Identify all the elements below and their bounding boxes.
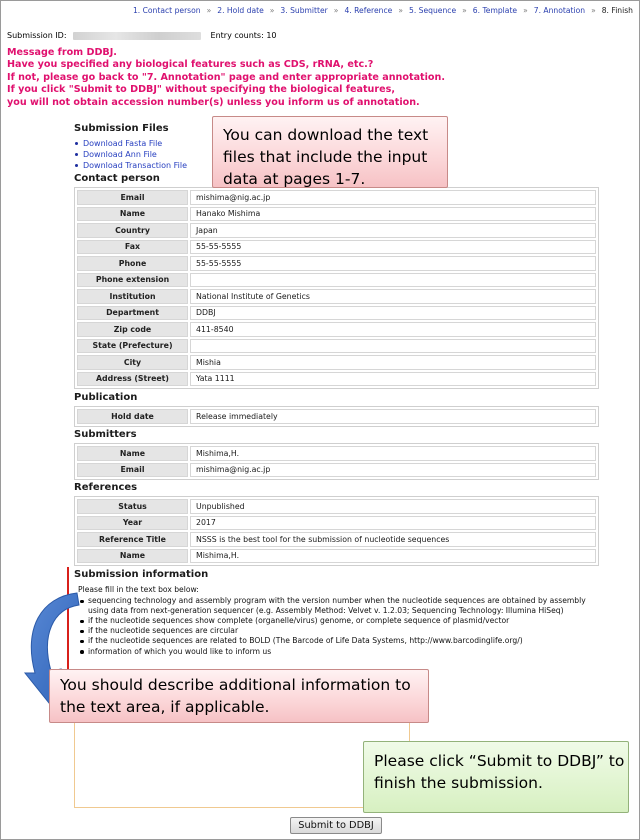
- download-ann-link[interactable]: Download Ann File: [74, 149, 187, 160]
- table-row: [77, 289, 596, 304]
- warning-line: If you click "Submit to DDBJ" without specifying the biological features,: [7, 84, 395, 96]
- row-value: 55-55-5555: [190, 240, 596, 255]
- table-row: [77, 207, 596, 222]
- table-row: [77, 223, 596, 238]
- ddbj-warning-message: [7, 47, 637, 109]
- instruction-item: if the nucleotide sequences are circular: [78, 626, 598, 636]
- instruction-item: if the nucleotide sequences show complete (organelle/virus) genome, or complete sequence of plasmid/vector: [78, 616, 598, 626]
- table-row: [77, 322, 596, 337]
- table-row: [77, 240, 596, 255]
- step-separator: »: [523, 5, 528, 15]
- row-label: Phone extension: [77, 273, 188, 288]
- table-row: [77, 355, 596, 370]
- row-value: 55-55-5555: [190, 256, 596, 271]
- instruction-item: sequencing technology and assembly program with the version number when the nucleotide sequences are obtained by assembly using data from next-generation sequencer (e.g. Assembly Method: Velvet v. 1.2.03; Sequencing Technology: Illumina HiSeq): [78, 596, 598, 616]
- table-row: [77, 499, 596, 514]
- row-value: mishima@nig.ac.jp: [190, 190, 596, 205]
- warning-line: Message from DDBJ.: [7, 47, 117, 58]
- row-label: Name: [77, 446, 188, 461]
- submitters-heading: Submitters: [74, 429, 137, 440]
- row-value: Yata 1111: [190, 372, 596, 387]
- row-label: Name: [77, 549, 188, 564]
- row-label: Name: [77, 207, 188, 222]
- row-value: mishima@nig.ac.jp: [190, 463, 596, 478]
- step-separator: »: [206, 5, 212, 15]
- callout-line: files that include the input: [223, 148, 428, 166]
- row-label: Zip code: [77, 322, 188, 337]
- download-links: [74, 138, 187, 171]
- row-label: Reference Title: [77, 532, 188, 547]
- submission-id-label: Submission ID:: [7, 31, 67, 40]
- row-value: National Institute of Genetics: [190, 289, 596, 304]
- download-files-callout: [212, 116, 448, 188]
- row-value: Hanako Mishima: [190, 207, 596, 222]
- step-6[interactable]: 6. Template: [472, 5, 518, 15]
- step-separator: »: [462, 5, 467, 15]
- submission-id-value-redacted: [73, 32, 201, 40]
- row-label: Year: [77, 516, 188, 531]
- row-label: Address (Street): [77, 372, 188, 387]
- step-8: 8. Finish: [601, 5, 633, 15]
- warning-line: you will not obtain accession number(s) unless you inform us of annotation.: [7, 96, 420, 108]
- row-value: Mishima,H.: [190, 446, 596, 461]
- submission-info-instructions: [78, 585, 598, 657]
- row-label: Institution: [77, 289, 188, 304]
- callout-line: You should describe additional information to: [60, 676, 411, 694]
- instructions-intro: Please fill in the text box below:: [78, 585, 199, 594]
- callout-line: Please click “Submit to DDBJ” to: [374, 752, 625, 770]
- step-4[interactable]: 4. Reference: [344, 5, 393, 15]
- row-value: Unpublished: [190, 499, 596, 514]
- instruction-item: information of which you would like to inform us: [78, 647, 598, 657]
- row-label: Phone: [77, 256, 188, 271]
- step-separator: »: [591, 5, 596, 15]
- warning-line: If not, please go back to "7. Annotation" page and enter appropriate annotation.: [7, 71, 445, 83]
- describe-info-callout: [49, 669, 429, 723]
- row-value: 411-8540: [190, 322, 596, 337]
- submission-id-line: [7, 31, 277, 40]
- step-2[interactable]: 2. Hold date: [217, 5, 264, 15]
- publication-table: [74, 406, 599, 427]
- row-value: NSSS is the best tool for the submission of nucleotide sequences: [190, 532, 596, 547]
- row-label: Email: [77, 190, 188, 205]
- row-label: Email: [77, 463, 188, 478]
- instructions-list: [78, 596, 598, 657]
- row-label: Fax: [77, 240, 188, 255]
- entry-counts: Entry counts: 10: [210, 31, 277, 40]
- table-row: [77, 339, 596, 354]
- table-row: [77, 372, 596, 387]
- submit-instruction-callout: [363, 741, 629, 813]
- step-separator: »: [333, 5, 339, 15]
- download-transaction-link[interactable]: Download Transaction File: [74, 160, 187, 171]
- row-label: Department: [77, 306, 188, 321]
- table-row: [77, 532, 596, 547]
- callout-line: the text area, if applicable.: [60, 698, 270, 716]
- table-row: [77, 409, 596, 424]
- callout-line: finish the submission.: [374, 774, 543, 792]
- table-row: [77, 463, 596, 478]
- row-value: Mishima,H.: [190, 549, 596, 564]
- callout-line: data at pages 1-7.: [223, 170, 366, 188]
- step-separator: »: [398, 5, 403, 15]
- step-separator: »: [269, 5, 275, 15]
- table-row: [77, 516, 596, 531]
- row-value: Japan: [190, 223, 596, 238]
- table-row: [77, 549, 596, 564]
- row-label: Hold date: [77, 409, 188, 424]
- publication-heading: Publication: [74, 392, 138, 403]
- step-5[interactable]: 5. Sequence: [409, 5, 457, 15]
- references-heading: References: [74, 482, 138, 493]
- submitters-table: [74, 443, 599, 480]
- row-label: Status: [77, 499, 188, 514]
- instruction-item: if the nucleotide sequences are related to BOLD (The Barcode of Life Data Systems, http://www.barcodinglife.org/): [78, 636, 598, 646]
- table-row: [77, 446, 596, 461]
- contact-person-heading: Contact person: [74, 173, 160, 184]
- table-row: [77, 256, 596, 271]
- table-row: [77, 306, 596, 321]
- step-navigation: [1, 3, 633, 17]
- submission-files-heading: Submission Files: [74, 123, 169, 134]
- download-fasta-link[interactable]: Download Fasta File: [74, 138, 187, 149]
- contact-person-table: [74, 187, 599, 389]
- references-table: [74, 496, 599, 566]
- step-1[interactable]: 1. Contact person: [132, 5, 201, 15]
- submit-to-ddbj-button[interactable]: Submit to DDBJ: [290, 817, 382, 834]
- submission-information-heading: Submission information: [74, 569, 209, 580]
- row-value: [190, 273, 596, 288]
- step-3[interactable]: 3. Submitter: [280, 5, 328, 15]
- callout-line: You can download the text: [223, 126, 429, 144]
- row-value: Mishia: [190, 355, 596, 370]
- table-row: [77, 273, 596, 288]
- row-label: State (Prefecture): [77, 339, 188, 354]
- row-value: 2017: [190, 516, 596, 531]
- row-value: DDBJ: [190, 306, 596, 321]
- row-value: [190, 339, 596, 354]
- table-row: [77, 190, 596, 205]
- warning-line: Have you specified any biological features such as CDS, rRNA, etc.?: [7, 59, 374, 71]
- row-label: Country: [77, 223, 188, 238]
- step-7[interactable]: 7. Annotation: [533, 5, 586, 15]
- row-value: Release immediately: [190, 409, 596, 424]
- row-label: City: [77, 355, 188, 370]
